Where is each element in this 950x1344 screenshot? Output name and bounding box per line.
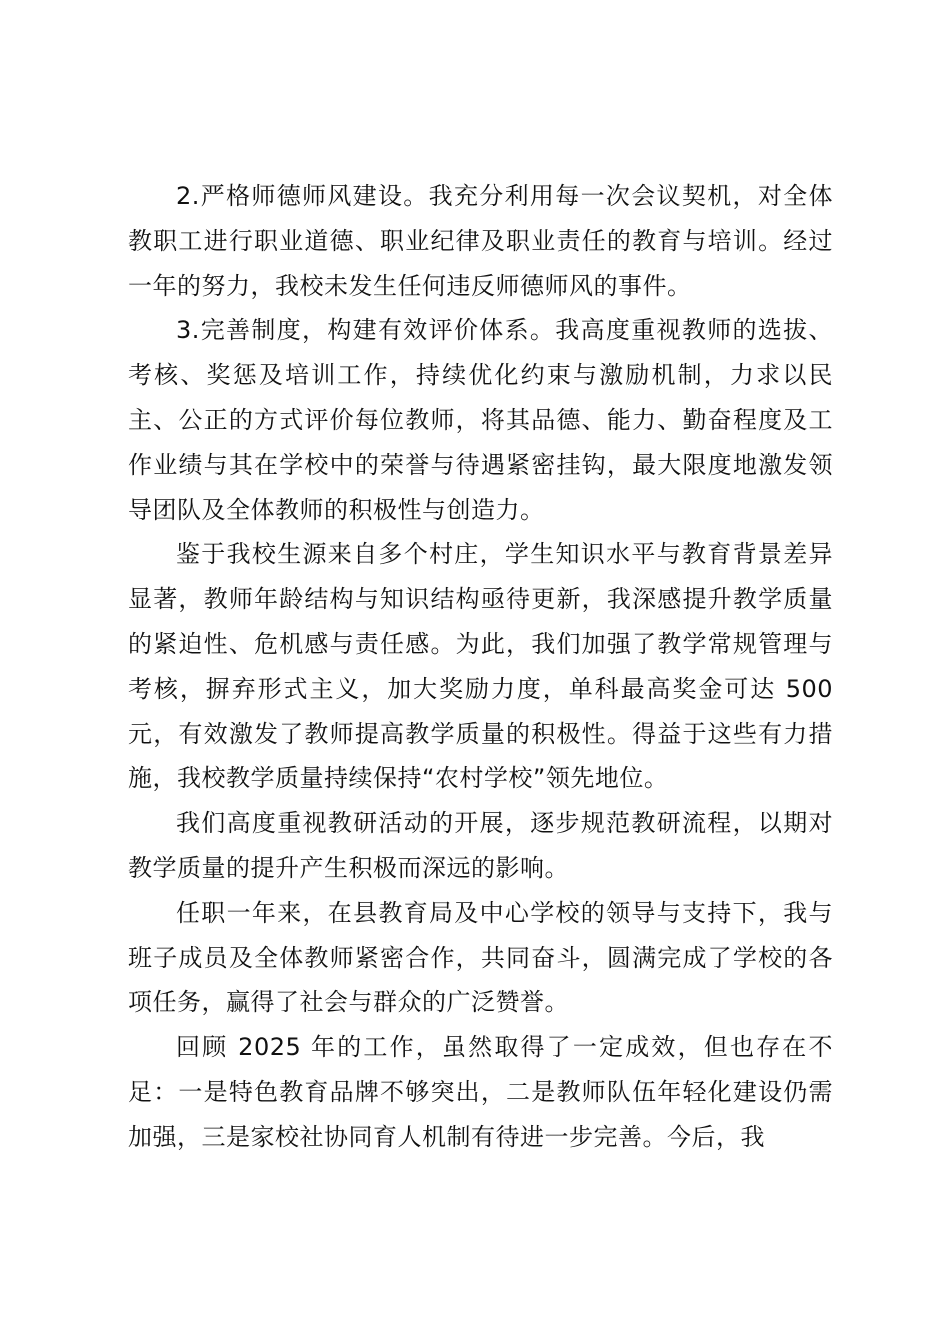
paragraph-review-2025: 回顾 2025 年的工作，虽然取得了一定成效，但也存在不足：一是特色教育品牌不够突出，二是教师队伍年轻化建设仍需加强，三是家校社协同育人机制有待进一步完善。今后，我 (128, 1033, 833, 1151)
paragraph-year-summary: 任职一年来，在县教育局及中心学校的领导与支持下，我与班子成员及全体教师紧密合作，共同奋斗，圆满完成了学校的各项任务，赢得了社会与群众的广泛赞誉。 (128, 898, 833, 1017)
paragraph-evaluation-system: 3.完善制度，构建有效评价体系。我高度重视教师的选拔、考核、奖惩及培训工作，持续优化约束与激励机制，力求以民主、公正的方式评价每位教师，将其品德、能力、勤奋程度及工作业绩与其在学校中的荣誉与待遇紧密挂钩，最大限度地激发领导团队及全体教师的积极性与创造力。 (128, 316, 833, 524)
paragraph-teaching-research: 我们高度重视教研活动的开展，逐步规范教研流程，以期对教学质量的提升产生积极而深远的影响。 (128, 809, 833, 882)
paragraph-teaching-quality: 鉴于我校生源来自多个村庄，学生知识水平与教育背景差异显著，教师年龄结构与知识结构亟待更新，我深感提升教学质量的紧迫性、危机感与责任感。为此，我们加强了教学常规管理与考核，摒弃形式主义，加大奖励力度，单科最高奖金可达 500 元，有效激发了教师提高教学质量的积极性。得益于这些有力措施，我校教学质量持续保持“农村学校”领先地位。 (128, 540, 833, 793)
document-body (128, 174, 833, 1160)
paragraph-teacher-ethics: 2.严格师德师风建设。我充分利用每一次会议契机，对全体教职工进行职业道德、职业纪律及职业责任的教育与培训。经过一年的努力，我校未发生任何违反师德师风的事件。 (128, 182, 833, 300)
